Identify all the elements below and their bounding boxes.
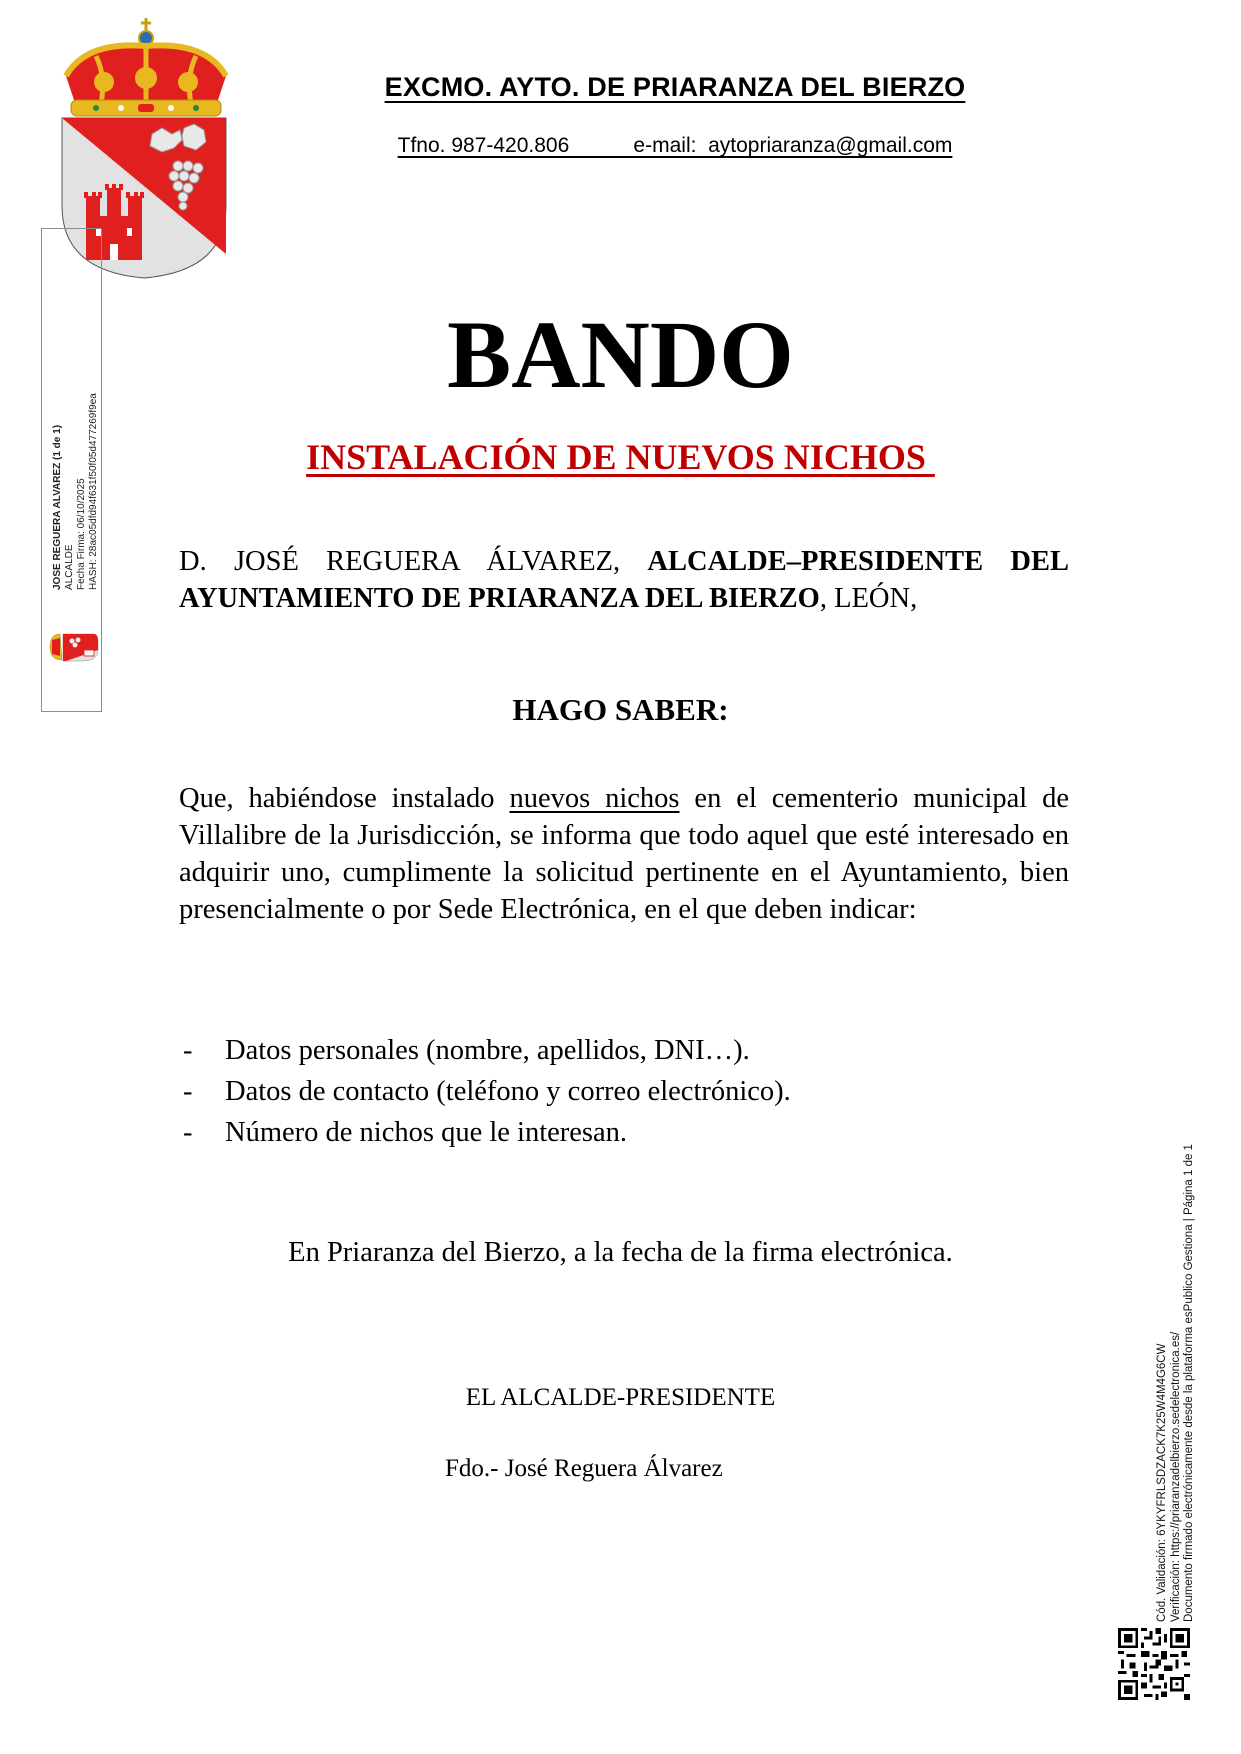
- stamp-coat-of-arms-icon: [48, 630, 100, 664]
- list-item: [183, 1071, 1083, 1112]
- stamp-hash: HASH: 28ac05dfd94f631f50f05d477269f9ea: [88, 393, 99, 590]
- mayor-position: ALCALDE–PRESIDENTE DEL AYUNTAMIENTO DE PRIARANZA DEL BIERZO: [179, 546, 1069, 614]
- requirements-list: [183, 1030, 1083, 1153]
- paragraph-before: Que, habiéndose instalado: [179, 783, 510, 814]
- list-bullet: -: [183, 1117, 193, 1148]
- place-date-line: En Priaranza del Bierzo, a la fecha de la firma electrónica.: [288, 1237, 953, 1268]
- list-item-text: Número de nichos que le interesan.: [225, 1117, 628, 1148]
- intro-paragraph: [179, 543, 1069, 617]
- list-item: [183, 1030, 1083, 1071]
- contact-line: Tfno. 987-420.806 e-mail: aytopriaranza@gmail.com: [397, 134, 953, 157]
- signature-stamp-text: [52, 393, 100, 590]
- signer-name: Fdo.- José Reguera Álvarez: [445, 1455, 723, 1482]
- list-bullet: -: [183, 1035, 193, 1066]
- paragraph-after: en el cementerio municipal de Villalibre de la Jurisdicción, se informa que todo aquel que esté interesado en adquirir uno, cumplimente la solicitud pertinente en el Ayuntamiento, bien presencialmente o por Sede Electrónica, en el que deben indicar:: [179, 783, 1069, 925]
- crown-icon: [66, 18, 226, 116]
- platform-note: Documento firmado electrónicamente desde la plataforma esPublico Gestiona | Página 1 de 1: [1183, 1144, 1195, 1622]
- list-item-text: Datos de contacto (teléfono y correo electrónico).: [225, 1076, 791, 1107]
- verification-text: [1156, 1144, 1197, 1622]
- qr-code-icon[interactable]: [1118, 1628, 1190, 1700]
- document-title: BANDO: [447, 301, 794, 408]
- document-subtitle: INSTALACIÓN DE NUEVOS NICHOS: [306, 437, 935, 477]
- validation-code: Cód. Validación: 6YKYFRLSDZACK7K25W4M4G6CW: [1156, 1343, 1168, 1622]
- location: , LEÓN,: [819, 583, 918, 614]
- stamp-role: ALCALDE: [64, 544, 75, 590]
- mayor-name: D. JOSÉ REGUERA ÁLVAREZ,: [179, 546, 648, 577]
- stamp-signer: JOSE REGUERA ALVAREZ (1 de 1): [52, 424, 63, 590]
- signer-role: EL ALCALDE-PRESIDENTE: [465, 1384, 776, 1411]
- paragraph-underlined: nuevos nichos: [509, 783, 680, 814]
- list-item: [183, 1112, 1083, 1153]
- list-item-text: Datos personales (nombre, apellidos, DNI…).: [225, 1035, 750, 1066]
- announcement-heading: HAGO SABER:: [512, 692, 729, 727]
- organization-name: EXCMO. AYTO. DE PRIARANZA DEL BIERZO: [384, 72, 966, 102]
- verification-url[interactable]: Verificación: https://priaranzadelbierzo.sedelectronica.es/: [1169, 1331, 1182, 1622]
- stamp-date: Fecha Firma: 06/10/2025: [76, 478, 87, 590]
- main-paragraph: [179, 780, 1069, 928]
- list-bullet: -: [183, 1076, 193, 1107]
